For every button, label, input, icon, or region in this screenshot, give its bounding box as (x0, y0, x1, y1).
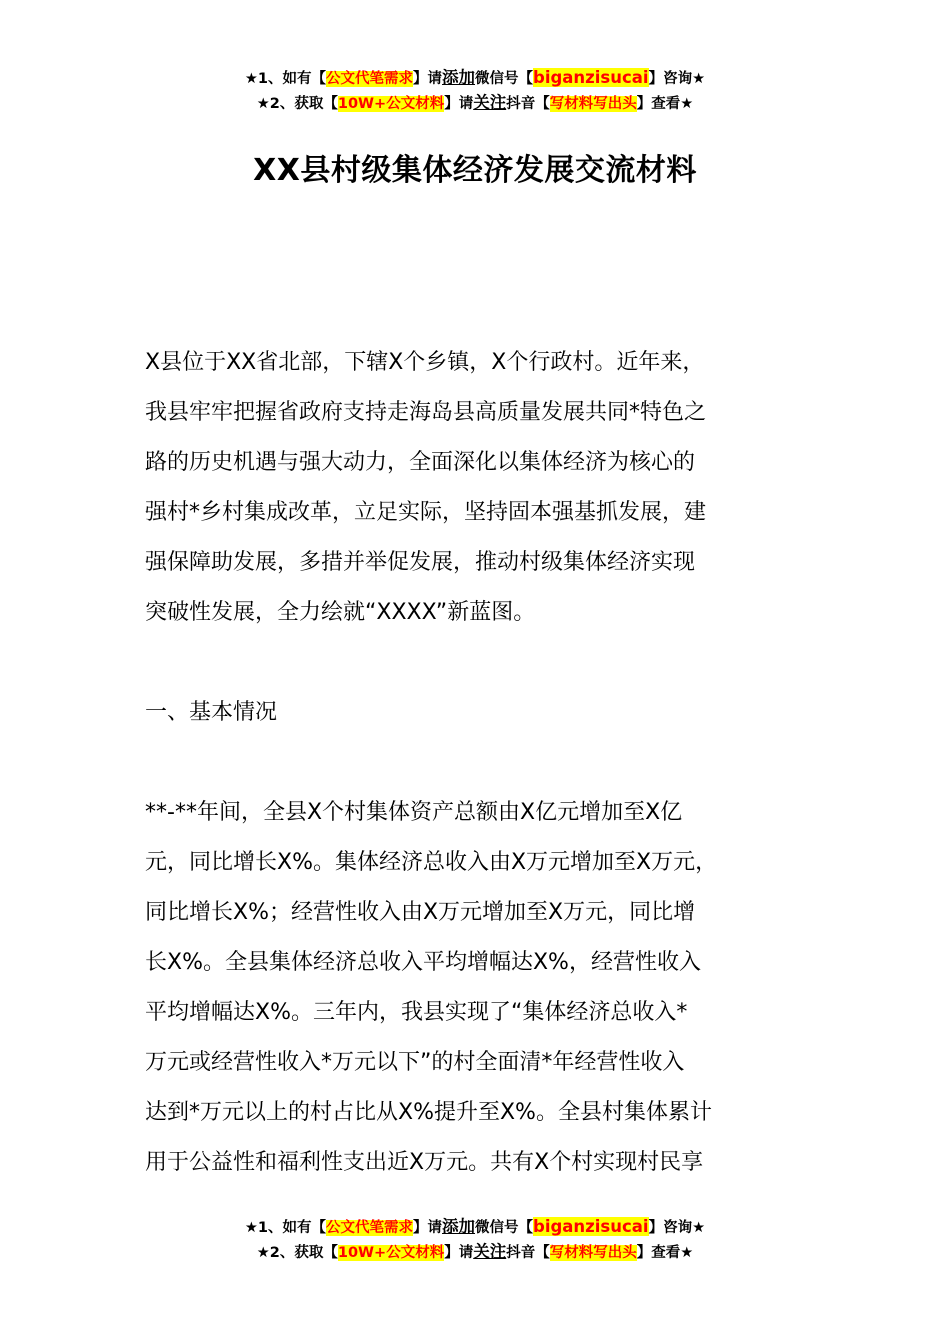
banner-text: 微信号【 (475, 71, 534, 87)
banner-text: 】请 (413, 1220, 443, 1236)
banner-text: 】查看★ (636, 96, 694, 112)
document-title: XX县村级集体经济发展交流材料 (253, 153, 697, 188)
banner-text: 抖音【 (506, 1245, 550, 1261)
text-line: 突破性发展，全力绘就“XXXX”新蓝图。 (145, 600, 536, 625)
banner-text: 】请 (444, 1245, 474, 1261)
banner-emphasis: 关注 (473, 1242, 507, 1261)
text-line: 我县牢牢把握省政府支持走海岛县高质量发展共同*特色之 (145, 400, 707, 425)
banner-text: ★2、获取【 (256, 1245, 338, 1261)
banner-text: ★2、获取【 (256, 96, 338, 112)
text-line: 同比增长X%；经营性收入由X万元增加至X万元，同比增 (145, 900, 696, 925)
basic-situation-paragraph (145, 788, 825, 1188)
banner-wechat-id: biganzisucai (533, 68, 649, 87)
text-line: 平均增幅达X%。三年内，我县实现了“集体经济总收入* (145, 1000, 688, 1025)
banner-text: 抖音【 (506, 96, 550, 112)
banner-text: 】咨询★ (648, 71, 706, 87)
banner-text: ★1、如有【 (244, 71, 327, 87)
text-line: X县位于XX省北部，下辖X个乡镇，X个行政村。近年来， (145, 350, 705, 375)
banner-line-2 (0, 1240, 950, 1265)
banner-highlight: 公文代笔需求 (326, 1220, 414, 1236)
banner-wechat-id: biganzisucai (533, 1217, 649, 1236)
banner-emphasis: 添加 (442, 68, 476, 87)
text-line: 万元或经营性收入*万元以下”的村全面清*年经营性收入 (145, 1050, 685, 1075)
banner-line-1 (0, 66, 950, 91)
banner-emphasis: 关注 (473, 93, 507, 112)
text-line: 强村*乡村集成改革，立足实际，坚持固本强基抓发展，建 (145, 500, 707, 525)
banner-text: 】查看★ (636, 1245, 694, 1261)
banner-highlight: 10W+公文材料 (337, 1245, 445, 1261)
text-line: 路的历史机遇与强大动力，全面深化以集体经济为核心的 (145, 450, 696, 475)
banner-highlight: 10W+公文材料 (337, 96, 445, 112)
header-banner (0, 66, 950, 116)
text-line: **-**年间，全县X个村集体资产总额由X亿元增加至X亿 (145, 800, 683, 825)
text-line: 元，同比增长X%。集体经济总收入由X万元增加至X万元， (145, 850, 718, 875)
banner-highlight: 公文代笔需求 (326, 71, 414, 87)
text-line: 用于公益性和福利性支出近X万元。共有X个村实现村民享 (145, 1150, 704, 1175)
banner-text: ★1、如有【 (244, 1220, 327, 1236)
banner-text: 】请 (444, 96, 474, 112)
banner-text: 】请 (413, 71, 443, 87)
banner-douyin-id: 写材料写出头 (549, 1245, 637, 1261)
text-line: 强保障助发展，多措并举促发展，推动村级集体经济实现 (145, 550, 696, 575)
banner-line-1 (0, 1215, 950, 1240)
banner-douyin-id: 写材料写出头 (549, 96, 637, 112)
footer-banner (0, 1215, 950, 1265)
banner-emphasis: 添加 (442, 1217, 476, 1236)
intro-paragraph (145, 338, 825, 638)
section-heading-basic-situation: 一、基本情况 (145, 700, 278, 725)
banner-text: 微信号【 (475, 1220, 534, 1236)
banner-text: 】咨询★ (648, 1220, 706, 1236)
text-line: 达到*万元以上的村占比从X%提升至X%。全县村集体累计 (145, 1100, 712, 1125)
text-line: 长X%。全县集体经济总收入平均增幅达X%，经营性收入 (145, 950, 701, 975)
banner-line-2 (0, 91, 950, 116)
